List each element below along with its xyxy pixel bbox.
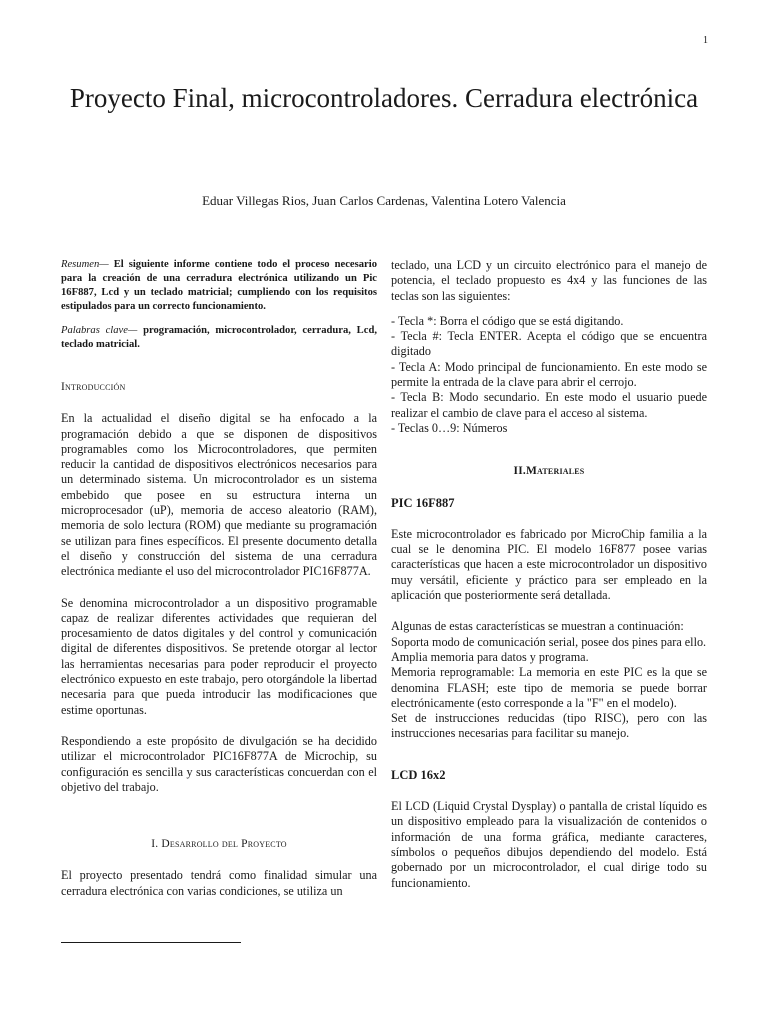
lcd-paragraph: El LCD (Liquid Crystal Dysplay) o pantalla de cristal líquido es un dispositivo empleado para la visualización de contenidos o información de una forma gráfica, mediante caracteres, símbolos o pequeños dibujos dependiendo del modelo. Está gobernado por un microcontrolador, el cual dirige todo su funcionamiento. (391, 799, 707, 890)
key-function-item: - Teclas 0…9: Números (391, 420, 508, 435)
intro-paragraph-2: Se denomina microcontrolador a un dispositivo programable capaz de realizar diferentes actividades que requieran del procesamiento de datos digitales y del control y comunicación digital de diferentes dispositivos. Se pretende otorgar al lector las herramientas necesarias para poder reproducir el proyecto electrónico expuesto en este trabajo, pero otorgándole la libertad necesaria para que pueda introducir las modificaciones que estime oportunas. (61, 595, 377, 717)
keywords-text: programación, microcontrolador, cerradura, Lcd, teclado matricial. (61, 325, 377, 350)
paper-title: Proyecto Final, microcontroladores. Cerradura electrónica (69, 83, 699, 113)
authors: Eduar Villegas Rios, Juan Carlos Cardenas, Valentina Lotero Valencia (202, 193, 566, 208)
teclado-paragraph: teclado, una LCD y un circuito electrónico para el manejo de potencia, el teclado propuesto es 4x4 y las funciones de las teclas son las siguientes: (391, 258, 707, 303)
keywords (61, 324, 377, 352)
abstract-text: El siguiente informe contiene todo el proceso necesario para la creación de una cerradura electrónica utilizando un Pic 16F887, Lcd y un teclado matricial; cumpliendo con los requisitos estipulados para un correcto funcionamiento. (61, 259, 377, 312)
footnote-rule (61, 942, 241, 943)
key-function-item: - Tecla #: Tecla ENTER. Acepta el código que se encuentra digitado (391, 329, 707, 359)
pic-paragraph: Este microcontrolador es fabricado por MicroChip familia a la cual se le denomina PIC. El modelo 16F877 posee varias características que hacen a este microcontrolador un dispositivo muy versátil, eficiente y práctico para ser empleado en la aplicación que posteriormente será detallada. (391, 526, 707, 603)
abstract-label: Resumen— (61, 259, 109, 270)
desarrollo-paragraph-1: El proyecto presentado tendrá como finalidad simular una cerradura electrónica con varias condiciones, se utiliza un (61, 868, 377, 898)
key-function-item: - Tecla B: Modo secundario. En este modo el usuario puede realizar el cambio de clave para el acceso al sistema. (391, 390, 707, 420)
page-number: 1 (703, 35, 708, 46)
keywords-label: Palabras clave— (61, 325, 138, 336)
key-functions-list (391, 314, 707, 436)
intro-paragraph-3: Respondiendo a este propósito de divulgación se ha decidido utilizar el microcontrolador PIC16F877A de Microchip, su configuración es sencilla y sus características concuerdan con el objetivo del trabajo. (61, 733, 377, 794)
pic-feature-item: Algunas de estas características se muestran a continuación: (391, 619, 684, 634)
desarrollo-heading: I. Desarrollo del Proyecto (151, 838, 287, 851)
pic-feature-item: Soporta modo de comunicación serial, posee dos pines para ello. (391, 634, 707, 649)
intro-heading: Introducción (61, 381, 126, 393)
left-column (61, 258, 377, 899)
key-function-item: - Tecla *: Borra el código que se está digitando. (391, 313, 624, 328)
lcd-heading: LCD 16x2 (391, 767, 446, 782)
pic-feature-item: Amplia memoria para datos y programa. (391, 649, 589, 664)
pic-feature-item: Memoria reprogramable: La memoria en este PIC es la que se denomina FLASH; este tipo de memoria se puede borrar electrónicamente (esto corresponde a la "F" en el modelo). (391, 665, 707, 710)
key-function-item: - Tecla A: Modo principal de funcionamiento. En este modo se permite la entrada de la clave para abrir el cerrojo. (391, 359, 707, 390)
pic-feature-item: Set de instrucciones reducidas (tipo RISC), pero con las instrucciones necesarias para facilitar su manejo. (391, 711, 707, 741)
materiales-heading: II.Materiales (513, 465, 585, 478)
abstract (61, 258, 377, 314)
pic-heading: PIC 16F887 (391, 495, 455, 510)
pic-features-list (391, 619, 707, 741)
intro-paragraph-1: En la actualidad el diseño digital se ha enfocado a la programación debido a que se disponen de dispositivos programables como los Microcontroladores, que permiten reducir la cantidad de dispositivos electrónicos necesarios para un determinado sistema. Un microcontrolador es un sistema embebido que posee en su estructura interna un microprocesador (uP), memoria de acceso aleatorio (RAM), memoria de solo lectura (ROM) que mediante su programación se utilizan para fines específicos. El presente documento detalla el diseño y construcción del sistema de una cerradura electrónica mediante el uso del microcontrolador PIC16F877A. (61, 411, 377, 579)
right-column (391, 258, 707, 891)
